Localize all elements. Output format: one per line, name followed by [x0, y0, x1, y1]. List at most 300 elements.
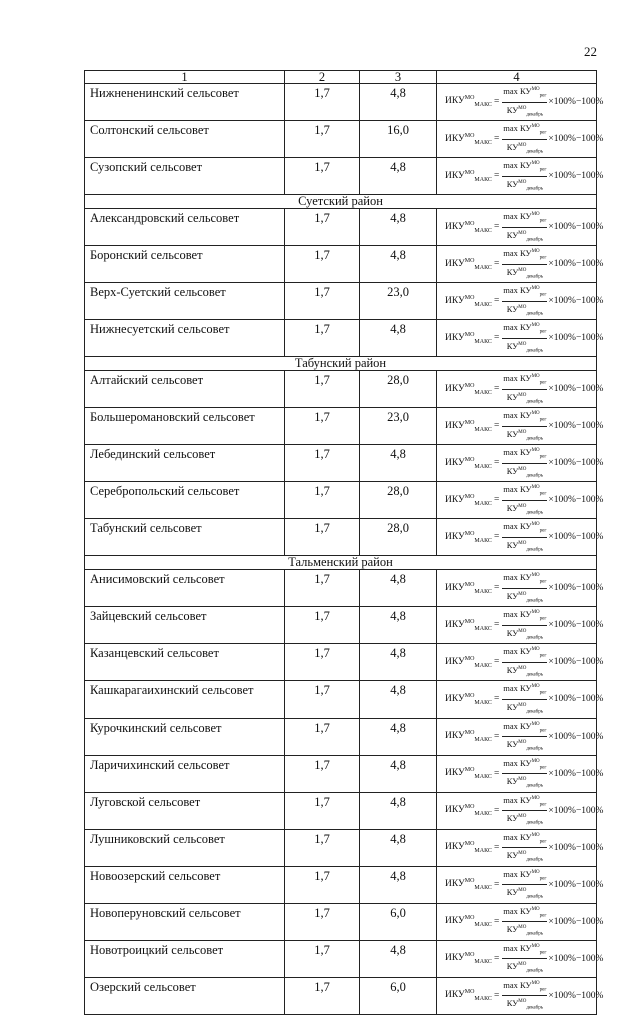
formula-lhs — [445, 383, 492, 396]
formula-lhs-sup: МО — [464, 804, 475, 811]
formula-cell — [437, 940, 604, 977]
formula-num-sup: МО — [531, 87, 540, 92]
formula-den-sub: декабрь — [526, 112, 543, 118]
formula-lhs-text: ИКУ — [445, 953, 465, 964]
formula-num-text: max КУ — [503, 373, 532, 384]
formula-num-text: max КУ — [503, 757, 532, 768]
formula — [437, 246, 604, 282]
value-col-3: 4,8 — [360, 607, 437, 644]
formula-lhs-sup: МО — [464, 841, 475, 848]
settlement-name: Курочкинский сельсовет — [85, 718, 285, 755]
formula-lhs-sup: МО — [464, 692, 475, 699]
formula-denominator — [507, 140, 543, 158]
formula-numerator — [502, 719, 547, 738]
formula-cell — [437, 283, 604, 320]
formula-numerator — [502, 209, 547, 228]
formula-lhs-sup: МО — [464, 456, 475, 463]
value-col-3: 6,0 — [360, 977, 437, 1014]
formula-den-sup: МО — [518, 888, 527, 894]
value-col-2: 1,7 — [285, 209, 360, 246]
formula-lhs-sub: МАКС — [474, 625, 492, 632]
value-col-2: 1,7 — [285, 84, 360, 121]
formula-fraction — [502, 904, 547, 940]
value-col-3: 23,0 — [360, 283, 437, 320]
formula-lhs-text: ИКУ — [445, 494, 465, 505]
formula-denominator — [507, 501, 543, 519]
formula-den-text: КУ — [506, 502, 519, 513]
formula-den-sub: декабрь — [526, 709, 543, 715]
formula-lhs — [445, 133, 492, 146]
value-col-3: 28,0 — [360, 482, 437, 519]
formula-numerator — [502, 793, 547, 812]
formula-numerator — [502, 681, 547, 700]
formula-rhs: ×100%−100% — [548, 171, 604, 182]
formula — [437, 978, 604, 1014]
formula-fraction — [502, 408, 547, 444]
formula-denominator — [507, 959, 543, 977]
formula-den-text: КУ — [506, 775, 519, 786]
formula-lhs — [445, 767, 492, 780]
formula-den-sub: декабрь — [526, 672, 543, 678]
formula-num-text: max КУ — [503, 284, 532, 295]
formula-rhs: ×100%−100% — [548, 458, 604, 469]
formula-num-sup: МО — [531, 485, 540, 491]
formula-num-sub: рег — [539, 380, 547, 386]
formula-denominator — [507, 302, 543, 320]
formula-lhs-text: ИКУ — [445, 170, 465, 181]
formula-cell — [437, 977, 604, 1014]
formula-numerator — [502, 867, 547, 886]
formula-num-text: max КУ — [503, 979, 532, 990]
formula-lhs-sup: МО — [464, 618, 475, 625]
formula-lhs-text: ИКУ — [445, 879, 465, 890]
formula-num-sup: МО — [531, 124, 540, 130]
formula-lhs — [445, 457, 492, 470]
formula-denominator — [507, 177, 543, 195]
formula-lhs-sub: МАКС — [474, 301, 492, 308]
formula-den-text: КУ — [506, 961, 519, 972]
formula-lhs-sub: МАКС — [474, 885, 492, 892]
formula-lhs-sub: МАКС — [474, 959, 492, 966]
settlement-name: Александровский сельсовет — [85, 209, 285, 246]
formula-cell — [437, 519, 604, 556]
formula-den-sup: МО — [518, 179, 527, 185]
formula-rhs: ×100%−100% — [548, 657, 604, 668]
formula-lhs — [445, 841, 492, 854]
formula-cell — [437, 866, 604, 903]
formula-num-sup: МО — [531, 448, 540, 454]
formula-lhs-sub: МАКС — [474, 176, 492, 183]
header-row — [85, 71, 597, 84]
formula-denominator — [507, 265, 543, 283]
formula-equals: = — [493, 953, 500, 964]
formula-numerator — [502, 158, 547, 177]
formula-den-sup: МО — [518, 142, 527, 148]
formula-equals: = — [493, 879, 500, 890]
formula-lhs-sub: МАКС — [474, 848, 492, 855]
formula-den-sub: декабрь — [526, 237, 543, 243]
formula-num-sub: рег — [539, 454, 547, 460]
formula-denominator — [507, 589, 543, 607]
formula-cell — [437, 482, 604, 519]
formula-numerator — [502, 570, 547, 589]
formula-equals: = — [493, 532, 500, 543]
formula-lhs-sub: МАКС — [474, 737, 492, 744]
formula-cell — [437, 84, 604, 121]
formula-equals: = — [493, 421, 500, 432]
formula-den-text: КУ — [506, 465, 519, 476]
formula-num-sub: рег — [539, 255, 547, 261]
district-name: Тальменский район — [85, 556, 597, 570]
formula-lhs — [445, 989, 492, 1002]
formula — [437, 283, 604, 319]
page-number: 22 — [584, 44, 597, 59]
formula-rhs: ×100%−100% — [548, 953, 604, 964]
formula-lhs — [445, 221, 492, 234]
formula-den-sub: декабрь — [526, 149, 543, 155]
formula-den-sub: декабрь — [526, 274, 543, 280]
value-col-2: 1,7 — [285, 977, 360, 1014]
settlement-name: Зайцевский сельсовет — [85, 607, 285, 644]
formula-lhs-text: ИКУ — [445, 731, 465, 742]
formula — [437, 482, 604, 518]
formula-num-sub: рег — [539, 616, 547, 622]
table-row — [85, 445, 597, 482]
formula-num-text: max КУ — [503, 247, 532, 258]
formula-num-sub: рег — [539, 93, 547, 99]
formula-equals: = — [493, 171, 500, 182]
formula-num-sup: МО — [531, 522, 540, 528]
formula-cell — [437, 246, 604, 283]
formula-num-sub: рег — [539, 728, 547, 734]
table-row — [85, 283, 597, 320]
table-row — [85, 607, 597, 644]
formula-lhs-text: ИКУ — [445, 96, 465, 107]
formula-den-sup: МО — [518, 925, 527, 931]
formula-lhs-text: ИКУ — [445, 531, 465, 542]
formula-equals: = — [493, 222, 500, 233]
formula-equals: = — [493, 384, 500, 395]
formula-lhs-sup: МО — [464, 132, 475, 139]
value-col-3: 4,8 — [360, 320, 437, 357]
value-col-2: 1,7 — [285, 829, 360, 866]
formula-fraction — [502, 719, 547, 755]
formula-den-sup: МО — [518, 503, 527, 509]
formula-lhs-text: ИКУ — [445, 694, 465, 705]
table-row — [85, 482, 597, 519]
district-header-row — [85, 357, 597, 371]
formula-fraction — [502, 867, 547, 903]
formula-fraction — [502, 320, 547, 356]
table-row — [85, 121, 597, 158]
formula-lhs-sub: МАКС — [474, 227, 492, 234]
settlement-name: Верх-Суетский сельсовет — [85, 283, 285, 320]
formula-num-sup: МО — [531, 374, 540, 380]
formula-denominator — [507, 663, 543, 681]
value-col-2: 1,7 — [285, 755, 360, 792]
formula-lhs-sup: МО — [464, 257, 475, 264]
formula-den-text: КУ — [506, 664, 519, 675]
formula-lhs-text: ИКУ — [445, 295, 465, 306]
formula — [437, 519, 604, 555]
formula-numerator — [502, 904, 547, 923]
formula-num-sub: рег — [539, 987, 547, 993]
formula-num-text: max КУ — [503, 794, 532, 805]
formula-lhs-sup: МО — [464, 530, 475, 537]
formula-lhs-sup: МО — [464, 331, 475, 338]
value-col-3: 4,8 — [360, 718, 437, 755]
formula-cell — [437, 718, 604, 755]
formula-num-sub: рег — [539, 130, 547, 136]
value-col-2: 1,7 — [285, 283, 360, 320]
formula-den-text: КУ — [506, 539, 519, 550]
formula-numerator — [502, 978, 547, 997]
formula-equals: = — [493, 657, 500, 668]
formula-num-text: max КУ — [503, 322, 532, 333]
formula-num-sub: рег — [539, 950, 547, 956]
formula-lhs-text: ИКУ — [445, 332, 465, 343]
formula-numerator — [502, 84, 547, 103]
formula — [437, 644, 604, 680]
table-row — [85, 570, 597, 607]
tariff-table — [84, 70, 604, 1015]
formula-cell — [437, 320, 604, 357]
formula-num-text: max КУ — [503, 609, 532, 620]
formula-num-sub: рег — [539, 329, 547, 335]
formula-fraction — [502, 830, 547, 866]
value-col-2: 1,7 — [285, 320, 360, 357]
formula-lhs — [445, 531, 492, 544]
formula — [437, 408, 604, 444]
formula-lhs-sup: МО — [464, 767, 475, 774]
formula-numerator — [502, 445, 547, 464]
formula-den-sup: МО — [518, 341, 527, 347]
formula-rhs: ×100%−100% — [548, 583, 604, 594]
formula-den-text: КУ — [506, 428, 519, 439]
formula-fraction — [502, 445, 547, 481]
table-row — [85, 866, 597, 903]
formula-num-sup: МО — [531, 906, 540, 912]
formula-rhs: ×100%−100% — [548, 768, 604, 779]
formula — [437, 320, 604, 356]
formula-numerator — [502, 941, 547, 960]
value-col-2: 1,7 — [285, 718, 360, 755]
formula-num-sub: рег — [539, 765, 547, 771]
formula-rhs: ×100%−100% — [548, 296, 604, 307]
formula — [437, 570, 604, 606]
formula-fraction — [502, 793, 547, 829]
formula-num-text: max КУ — [503, 720, 532, 731]
formula-rhs: ×100%−100% — [548, 620, 604, 631]
formula-den-text: КУ — [506, 104, 519, 115]
formula-numerator — [502, 371, 547, 390]
formula-num-sup: МО — [531, 943, 540, 949]
value-col-2: 1,7 — [285, 519, 360, 556]
formula-den-sup: МО — [518, 267, 527, 273]
table-row — [85, 644, 597, 681]
formula-den-sup: МО — [518, 962, 527, 968]
table-row — [85, 519, 597, 556]
formula-denominator — [507, 427, 543, 445]
formula-denominator — [507, 811, 543, 829]
formula-rhs: ×100%−100% — [548, 805, 604, 816]
table-row — [85, 755, 597, 792]
formula-den-sub: декабрь — [526, 857, 543, 863]
formula-equals: = — [493, 842, 500, 853]
formula-lhs-sub: МАКС — [474, 463, 492, 470]
formula — [437, 121, 604, 157]
formula-num-sup: МО — [531, 721, 540, 727]
table-row — [85, 903, 597, 940]
formula-den-sub: декабрь — [526, 510, 543, 516]
formula — [437, 719, 604, 755]
district-name: Суетский район — [85, 195, 597, 209]
value-col-3: 4,8 — [360, 84, 437, 121]
formula-num-text: max КУ — [503, 159, 532, 170]
formula-lhs — [445, 730, 492, 743]
value-col-3: 4,8 — [360, 644, 437, 681]
formula-den-sup: МО — [518, 628, 527, 634]
formula-num-sup: МО — [531, 647, 540, 653]
formula-numerator — [502, 283, 547, 302]
table-row — [85, 681, 597, 718]
formula-den-sup: МО — [518, 740, 527, 746]
value-col-3: 4,8 — [360, 570, 437, 607]
formula-denominator — [507, 390, 543, 408]
formula-num-text: max КУ — [503, 447, 532, 458]
formula-fraction — [502, 84, 547, 120]
formula-lhs — [445, 952, 492, 965]
settlement-name: Луговской сельсовет — [85, 792, 285, 829]
formula-lhs-text: ИКУ — [445, 420, 465, 431]
formula-den-text: КУ — [506, 701, 519, 712]
formula-num-sup: МО — [531, 758, 540, 764]
table-row — [85, 246, 597, 283]
formula-cell — [437, 121, 604, 158]
formula-rhs: ×100%−100% — [548, 134, 604, 145]
formula-den-sub: декабрь — [526, 598, 543, 604]
formula-fraction — [502, 681, 547, 717]
formula-num-sub: рег — [539, 218, 547, 224]
formula-lhs-sub: МАКС — [474, 700, 492, 706]
formula-den-sub: декабрь — [526, 820, 543, 826]
formula-num-text: max КУ — [503, 572, 532, 583]
value-col-2: 1,7 — [285, 866, 360, 903]
formula-cell — [437, 209, 604, 246]
formula-fraction — [502, 978, 547, 1014]
formula-denominator — [507, 464, 543, 482]
settlement-name: Новотроицкий сельсовет — [85, 940, 285, 977]
formula-numerator — [502, 519, 547, 538]
formula-lhs-sup: МО — [464, 655, 475, 662]
formula-den-text: КУ — [506, 812, 519, 823]
formula — [437, 445, 604, 481]
settlement-name: Ларичихинский сельсовет — [85, 755, 285, 792]
value-col-2: 1,7 — [285, 371, 360, 408]
table-row — [85, 158, 597, 195]
value-col-3: 16,0 — [360, 121, 437, 158]
value-col-3: 28,0 — [360, 371, 437, 408]
formula-den-sub: декабрь — [526, 635, 543, 641]
formula-fraction — [502, 283, 547, 319]
formula-den-sub: декабрь — [526, 547, 543, 553]
formula-den-text: КУ — [506, 391, 519, 402]
value-col-2: 1,7 — [285, 121, 360, 158]
formula-lhs — [445, 915, 492, 928]
formula-num-text: max КУ — [503, 831, 532, 842]
formula-fraction — [502, 371, 547, 407]
formula-rhs: ×100%−100% — [548, 421, 604, 432]
formula-fraction — [502, 209, 547, 245]
formula-lhs-sub: МАКС — [474, 264, 492, 271]
formula-rhs: ×100%−100% — [548, 916, 604, 927]
formula-den-sup: МО — [518, 702, 527, 708]
header-cell-3: 3 — [360, 71, 437, 84]
formula — [437, 209, 604, 245]
formula-numerator — [502, 482, 547, 501]
formula-rhs: ×100%−100% — [548, 333, 604, 344]
formula-fraction — [502, 482, 547, 518]
table-row — [85, 84, 597, 121]
formula-rhs: ×100%−100% — [548, 222, 604, 233]
formula-lhs-sub: МАКС — [474, 500, 492, 507]
formula-num-text: max КУ — [503, 484, 532, 495]
table-row — [85, 408, 597, 445]
formula-lhs-text: ИКУ — [445, 620, 465, 631]
formula-equals: = — [493, 134, 500, 145]
formula-fraction — [502, 607, 547, 643]
formula-lhs-sup: МО — [464, 915, 475, 922]
header-cell-1: 1 — [85, 71, 285, 84]
value-col-3: 4,8 — [360, 246, 437, 283]
formula-lhs-text: ИКУ — [445, 383, 465, 394]
formula-lhs — [445, 95, 492, 108]
formula-denominator — [507, 700, 543, 718]
formula-cell — [437, 792, 604, 829]
formula-num-sup: МО — [531, 323, 540, 329]
value-col-2: 1,7 — [285, 792, 360, 829]
formula-fraction — [502, 941, 547, 977]
formula-den-sub: декабрь — [526, 968, 543, 974]
district-header-row — [85, 195, 597, 209]
formula-lhs-text: ИКУ — [445, 805, 465, 816]
table-row — [85, 977, 597, 1014]
formula-num-sub: рег — [539, 839, 547, 845]
formula-num-text: max КУ — [503, 868, 532, 879]
formula-num-sup: МО — [531, 869, 540, 875]
formula-numerator — [502, 121, 547, 140]
formula-numerator — [502, 408, 547, 427]
district-name: Табунский район — [85, 357, 597, 371]
formula-den-sub: декабрь — [526, 783, 543, 789]
formula-numerator — [502, 644, 547, 663]
formula-num-sup: МО — [531, 286, 540, 292]
formula-den-text: КУ — [506, 738, 519, 749]
formula-num-sub: рег — [539, 292, 547, 298]
formula-den-sub: декабрь — [526, 746, 543, 752]
formula-cell — [437, 445, 604, 482]
value-col-3: 4,8 — [360, 209, 437, 246]
settlement-name: Алтайский сельсовет — [85, 371, 285, 408]
value-col-2: 1,7 — [285, 644, 360, 681]
settlement-name: Лушниковский сельсовет — [85, 829, 285, 866]
formula-fraction — [502, 756, 547, 792]
formula — [437, 793, 604, 829]
formula-lhs-sub: МАКС — [474, 922, 492, 929]
formula-denominator — [507, 774, 543, 792]
value-col-3: 6,0 — [360, 903, 437, 940]
formula — [437, 84, 604, 120]
